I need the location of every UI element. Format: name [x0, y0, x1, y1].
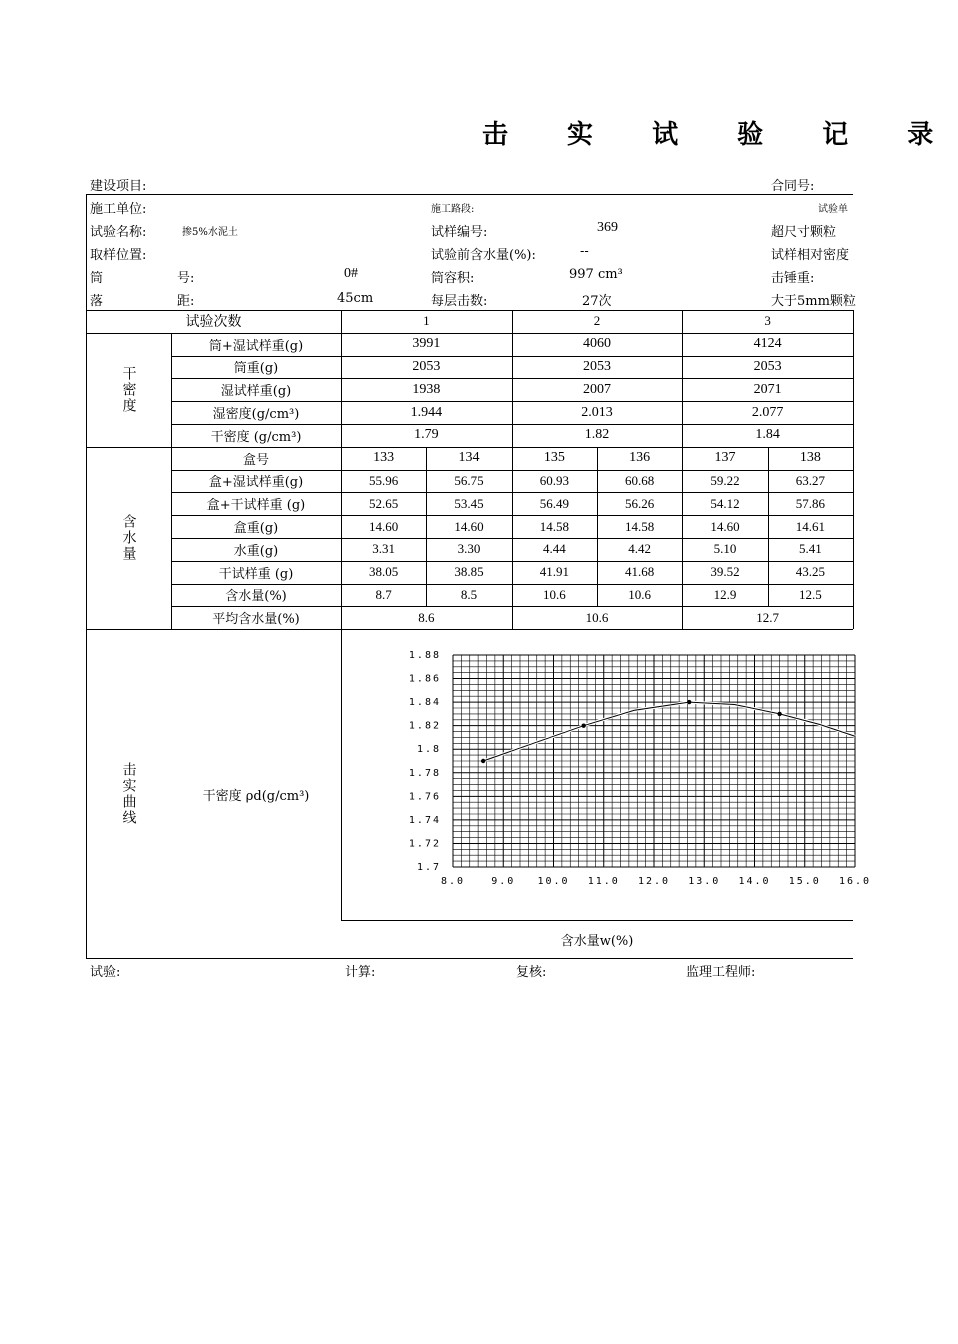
trial-number: 2 [593, 313, 601, 329]
curve-xlabel: 含水量w(%) [560, 933, 634, 949]
blows-label: 每层击数: [431, 294, 488, 309]
footer-test: 试验: [90, 965, 121, 980]
vline [341, 447, 342, 629]
moisture-cell: 38.05 [369, 564, 399, 580]
moisture-cell: 4.42 [628, 541, 652, 557]
x-tick-label: 16.0 [838, 876, 872, 887]
oversize-label: 超尺寸颗粒 [771, 225, 837, 240]
drop-value: 45cm [337, 291, 374, 306]
box-number: 138 [799, 450, 821, 466]
frame-top [86, 194, 853, 195]
page-title: 击 实 试 验 记 录 [482, 120, 958, 150]
dry-cell: 2053 [582, 358, 611, 374]
project-label: 建设项目: [90, 179, 147, 194]
box-label: 盒号 [242, 452, 269, 468]
moisture-cell: 14.61 [795, 518, 825, 534]
x-tick-label: 13.0 [688, 876, 721, 887]
vline [682, 333, 683, 447]
dry-density-group: 干密度 [120, 365, 137, 414]
x-tick-label: 14.0 [738, 876, 771, 887]
dry-cell: 1.79 [414, 427, 439, 443]
vline [341, 310, 342, 333]
y-tick-label: 1.7 [416, 862, 441, 873]
moisture-cell: 14.60 [710, 518, 740, 534]
trial-number: 3 [764, 313, 771, 329]
relative-density-label: 试样相对密度 [771, 248, 850, 263]
vline [853, 310, 854, 333]
dry-row-label: 筒+湿试样重(g) [208, 338, 304, 354]
moisture-cell: 12.5 [798, 586, 822, 602]
avg-moisture-cell: 12.7 [756, 609, 780, 625]
y-tick-label: 1.76 [408, 791, 441, 803]
cylinder-value: 0# [344, 266, 358, 281]
moisture-cell: 41.68 [625, 564, 655, 580]
vline [171, 333, 172, 447]
dry-cell: 1.944 [410, 404, 443, 420]
moisture-row-label: 干试样重 (g) [218, 566, 294, 582]
moisture-cell: 5.41 [798, 541, 822, 557]
y-tick-label: 1.82 [408, 720, 441, 732]
y-tick-label: 1.78 [408, 767, 441, 779]
dry-cell: 2.013 [581, 404, 613, 420]
section-label: 施工路段: [431, 204, 475, 215]
dry-cell: 4124 [753, 336, 782, 352]
box-number: 135 [543, 450, 565, 466]
curve-group: 击实曲线 [120, 762, 137, 827]
x-tick-label: 12.0 [637, 876, 671, 887]
moisture-cell: 54.12 [710, 495, 740, 511]
moisture-cell: 41.91 [539, 564, 569, 580]
moisture-row-label: 水重(g) [233, 543, 279, 559]
moisture-cell: 5.10 [713, 541, 737, 557]
vline [682, 310, 683, 333]
x-tick-label: 15.0 [788, 876, 821, 887]
pre-moisture-value: -- [580, 244, 589, 259]
moisture-cell: 56.75 [454, 472, 484, 488]
moisture-cell: 14.60 [369, 518, 399, 534]
moisture-cell: 38.85 [454, 564, 484, 580]
dry-cell: 2007 [582, 381, 611, 397]
vline [682, 447, 683, 629]
unit-label: 施工单位: [90, 202, 147, 217]
box-number: 137 [714, 450, 736, 466]
data-point [777, 712, 781, 716]
moisture-row-label: 盒+湿试样重(g) [208, 475, 304, 491]
moisture-cell: 59.22 [710, 472, 740, 488]
moisture-cell: 4.44 [542, 541, 566, 557]
moisture-cell: 8.7 [375, 586, 392, 602]
moisture-row-label: 含水量(%) [225, 589, 287, 605]
moisture-cell: 3.30 [457, 541, 481, 557]
dry-cell: 2071 [753, 381, 782, 397]
cyl-volume-value: 997 cm³ [569, 267, 623, 282]
drop-label: 落 [90, 294, 104, 309]
drop-label-2: 距: [177, 294, 195, 309]
footer-calc: 计算: [345, 965, 376, 980]
moisture-cell: 63.27 [795, 472, 825, 488]
dry-cell: 4060 [582, 336, 611, 352]
test-unit-label: 试验单 [818, 204, 848, 215]
dry-row-label: 湿密度(g/cm³) [212, 407, 300, 423]
trial-number: 1 [423, 313, 430, 329]
y-tick-label: 1.8 [416, 744, 441, 756]
moisture-cell: 55.96 [369, 472, 399, 488]
blows-value: 27次 [582, 294, 612, 309]
moisture-cell: 60.68 [625, 472, 655, 488]
dry-row-label: 湿试样重(g) [220, 384, 292, 400]
dry-cell: 2053 [753, 358, 782, 374]
moisture-cell: 52.65 [369, 495, 399, 511]
moisture-cell: 10.6 [628, 586, 652, 602]
sampling-label: 取样位置: [90, 248, 147, 263]
moisture-cell: 56.26 [625, 495, 655, 511]
test-name-value: 掺5%水泥土 [182, 227, 238, 238]
x-tick-label: 11.0 [587, 876, 620, 887]
hammer-label: 击锤重: [771, 271, 815, 286]
vline [341, 333, 342, 447]
moisture-cell: 60.93 [539, 472, 569, 488]
y-tick-label: 1.86 [408, 673, 441, 685]
curve-ylabel: 干密度 ρd(g/cm³) [202, 788, 310, 804]
moisture-cell: 12.9 [713, 586, 737, 602]
moisture-cell: 14.58 [625, 518, 655, 534]
dry-row-label: 干密度 (g/cm³) [210, 429, 302, 445]
moisture-cell: 43.25 [795, 564, 825, 580]
footer-review: 复核: [516, 965, 547, 980]
vline [853, 447, 854, 629]
dry-cell: 2.077 [751, 404, 784, 420]
dry-cell: 2053 [412, 358, 441, 374]
moisture-cell: 53.45 [454, 495, 484, 511]
footer-supervisor: 监理工程师: [686, 965, 756, 980]
contract-label: 合同号: [771, 179, 815, 194]
data-point [687, 700, 691, 704]
moisture-cell: 14.60 [454, 518, 484, 534]
moisture-row-label: 盒+干试样重 (g) [206, 498, 306, 514]
compaction-curve-chart [400, 645, 872, 895]
y-tick-label: 1.74 [408, 814, 441, 826]
moisture-cell: 39.52 [710, 564, 740, 580]
dry-cell: 1.84 [755, 427, 780, 443]
moisture-row-label: 盒重(g) [233, 521, 279, 537]
test-name-label: 试验名称: [90, 225, 147, 240]
cylinder-label-2: 号: [177, 271, 195, 286]
vline [512, 447, 513, 629]
y-tick-label: 1.88 [408, 650, 441, 661]
moisture-cell: 14.58 [539, 518, 569, 534]
avg-moisture-cell: 10.6 [585, 609, 609, 625]
x-tick-label: 10.0 [537, 876, 570, 887]
dry-cell: 1938 [412, 381, 441, 397]
box-number: 134 [458, 450, 480, 466]
y-tick-label: 1.84 [408, 697, 441, 709]
box-number: 136 [629, 450, 651, 466]
cyl-volume-label: 筒容积: [431, 271, 475, 286]
moisture-cell: 8.5 [460, 586, 478, 602]
sample-no-label: 试样编号: [431, 225, 488, 240]
vline [426, 447, 427, 607]
dry-row-label: 筒重(g) [233, 361, 279, 377]
trial-label: 试验次数 [185, 314, 242, 331]
vline [597, 447, 598, 607]
vline [341, 629, 342, 920]
dry-cell: 3991 [412, 336, 441, 352]
vline [512, 333, 513, 447]
data-point [481, 759, 485, 763]
x-tick-label: 9.0 [491, 876, 516, 887]
moisture-cell: 3.31 [372, 541, 396, 557]
moisture-group: 含水量 [120, 513, 137, 562]
avg-moisture-cell: 8.6 [418, 609, 435, 625]
data-point [581, 723, 585, 727]
sample-no-value: 369 [597, 220, 618, 235]
y-tick-label: 1.72 [408, 838, 441, 850]
avg-moisture-label: 平均含水量(%) [212, 612, 300, 628]
moisture-cell: 56.49 [539, 495, 569, 511]
moisture-cell: 10.6 [542, 586, 566, 602]
moisture-cell: 57.86 [795, 495, 825, 511]
vline [853, 333, 854, 447]
vline [768, 447, 769, 607]
cylinder-label: 筒 [90, 271, 104, 286]
over5mm-label: 大于5mm颗粒 [771, 294, 856, 309]
vline [171, 447, 172, 629]
box-number: 133 [373, 450, 395, 466]
vline [512, 310, 513, 333]
pre-moisture-label: 试验前含水量(%): [431, 248, 536, 263]
x-tick-label: 8.0 [440, 876, 466, 887]
dry-cell: 1.82 [584, 427, 610, 443]
